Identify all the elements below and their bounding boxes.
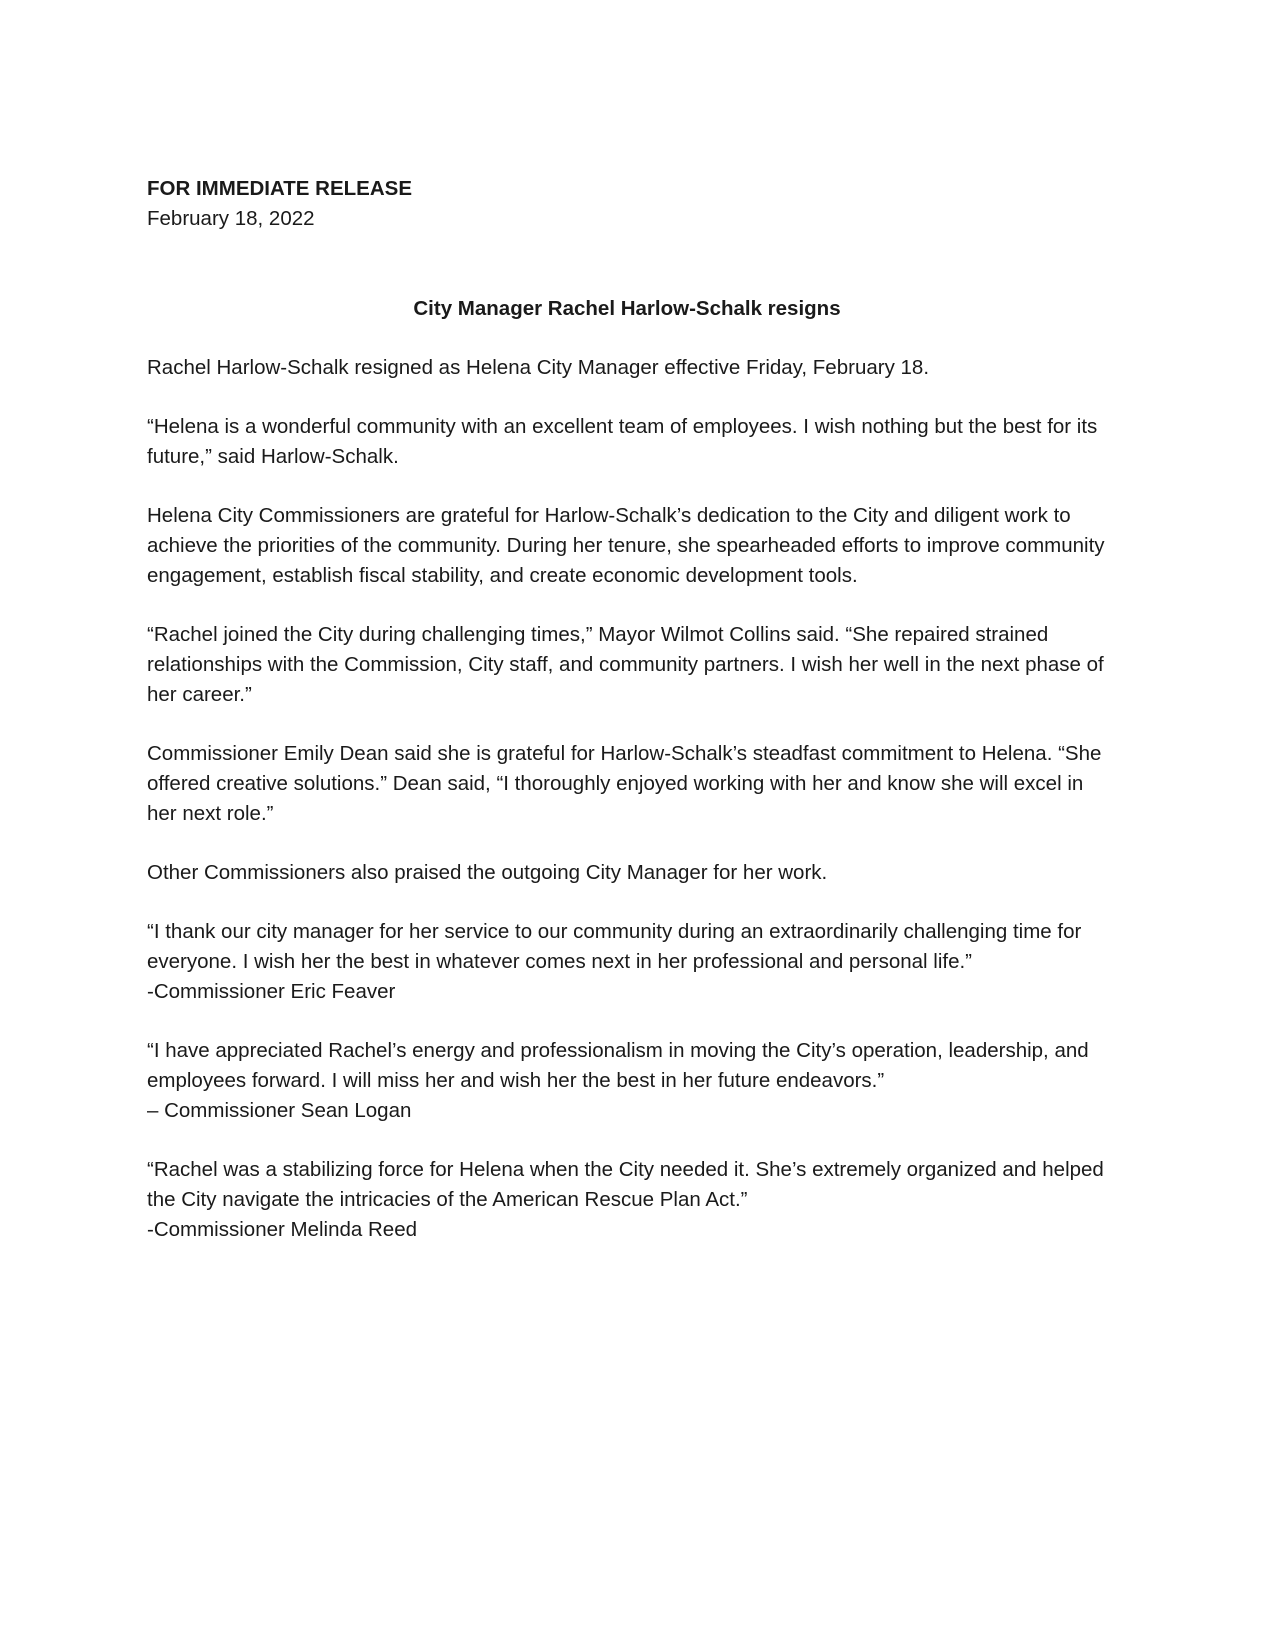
quote-attribution: -Commissioner Melinda Reed	[147, 1218, 418, 1241]
paragraph-dean-quote: Commissioner Emily Dean said she is grateful for Harlow-Schalk’s steadfast commitment to Helena. “She offered creative solutions.” Dean said, “I thoroughly enjoyed working with her and know she will excel in her next role.”	[147, 742, 1102, 825]
quote-block	[147, 1036, 1107, 1126]
paragraph-mayor-quote: “Rachel joined the City during challenging times,” Mayor Wilmot Collins said. “She repaired strained relationships with the Commission, City staff, and community partners. I wish her well in the next phase of her career.”	[147, 623, 1104, 706]
quote-text: “I have appreciated Rachel’s energy and professionalism in moving the City’s operation, leadership, and employees forward. I will miss her and wish her the best in her future endeavors.”	[147, 1039, 1089, 1092]
paragraph-resignation: Rachel Harlow-Schalk resigned as Helena City Manager effective Friday, February 18.	[147, 356, 930, 379]
quote-text: “I thank our city manager for her service to our community during an extraordinarily challenging time for everyone. I wish her the best in whatever comes next in her professional and personal life.”	[147, 920, 1082, 973]
quote-text: “Rachel was a stabilizing force for Helena when the City needed it. She’s extremely organized and helped the City navigate the intricacies of the American Rescue Plan Act.”	[147, 1158, 1104, 1211]
press-release-content	[147, 174, 1107, 1245]
paragraph-other-commissioners: Other Commissioners also praised the outgoing City Manager for her work.	[147, 861, 828, 884]
quote-attribution: – Commissioner Sean Logan	[147, 1099, 412, 1122]
paragraph-commission-gratitude: Helena City Commissioners are grateful for Harlow-Schalk’s dedication to the City and diligent work to achieve the priorities of the community. During her tenure, she spearheaded efforts to improve community engagement, establish fiscal stability, and create economic development tools.	[147, 504, 1105, 587]
quote-block	[147, 1155, 1107, 1245]
release-date: February 18, 2022	[147, 207, 315, 230]
release-label: FOR IMMEDIATE RELEASE	[147, 177, 412, 200]
quote-attribution: -Commissioner Eric Feaver	[147, 980, 396, 1003]
quote-block	[147, 917, 1107, 1007]
paragraph-harlow-schalk-quote: “Helena is a wonderful community with an excellent team of employees. I wish nothing but the best for its future,” said Harlow-Schalk.	[147, 415, 1098, 468]
headline: City Manager Rachel Harlow-Schalk resigns	[413, 297, 841, 320]
